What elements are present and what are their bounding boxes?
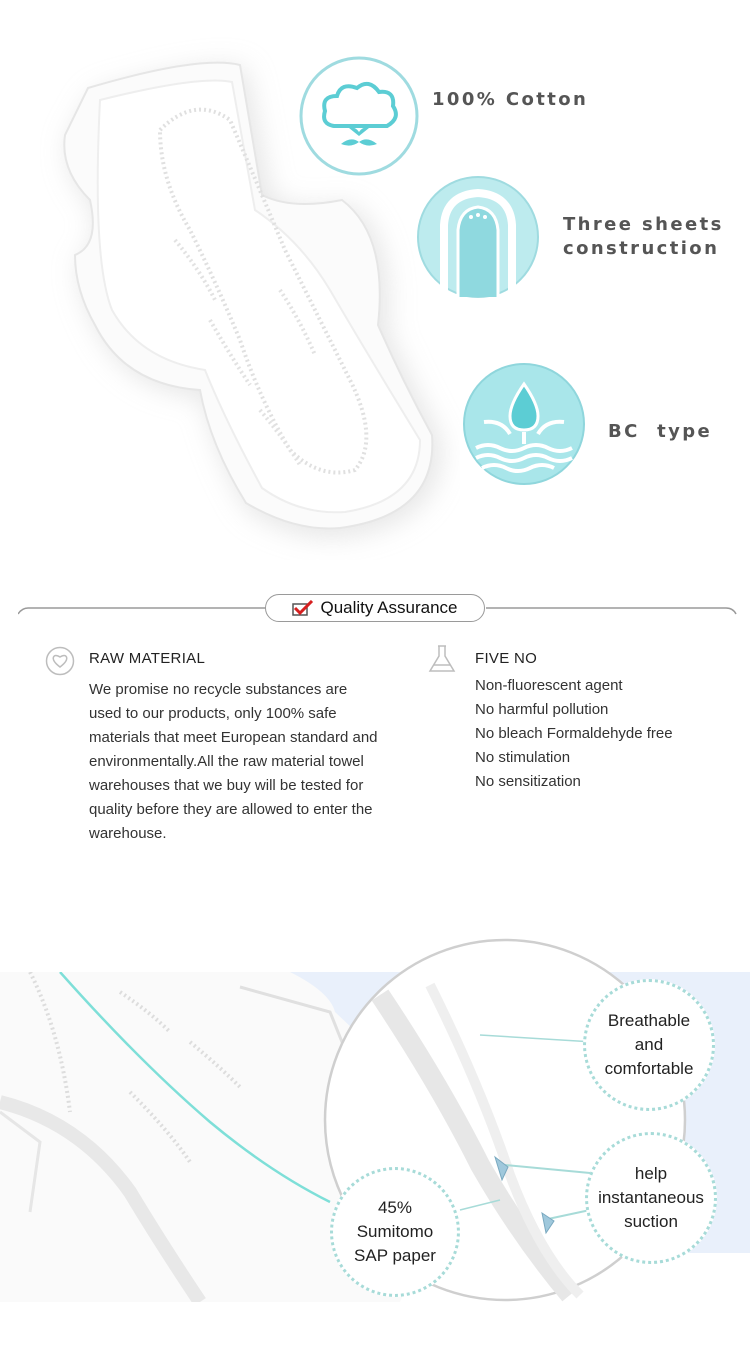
feature-label-three-sheets: Three sheets construction bbox=[563, 214, 724, 259]
list-item: No harmful pollution bbox=[475, 701, 609, 718]
list-item: No stimulation bbox=[475, 749, 571, 766]
raw-material-text: We promise no recycle substances are used to our products, only 100% safe materials that meet European standard and environmentally.All the raw material towel warehouses that we buy will be tested for quality before they are allowed to enter the warehouse. bbox=[89, 681, 378, 842]
feature-label-bc-type: BC type bbox=[608, 421, 713, 442]
flask-icon bbox=[427, 644, 457, 674]
quality-assurance-title: Quality Assurance bbox=[320, 598, 458, 617]
cotton-icon bbox=[299, 56, 419, 176]
list-item: No sensitization bbox=[475, 773, 581, 790]
feature-label-cotton: 100% Cotton bbox=[432, 89, 589, 110]
list-item: Non-fluorescent agent bbox=[475, 677, 623, 694]
raw-material-title: RAW MATERIAL bbox=[89, 650, 206, 667]
layers-icon bbox=[416, 175, 540, 299]
water-drop-icon bbox=[462, 362, 586, 486]
callout-breathable: Breathable and comfortable bbox=[583, 979, 715, 1111]
five-no-title: FIVE NO bbox=[475, 650, 538, 667]
quality-assurance-badge bbox=[265, 594, 485, 622]
callout-suction: help instantaneous suction bbox=[585, 1132, 717, 1264]
list-item: No bleach Formaldehyde free bbox=[475, 725, 673, 742]
checkmark-icon bbox=[292, 600, 314, 616]
heart-icon bbox=[45, 646, 75, 676]
five-no-list bbox=[475, 674, 673, 794]
callout-sap-paper: 45% Sumitomo SAP paper bbox=[330, 1167, 460, 1297]
